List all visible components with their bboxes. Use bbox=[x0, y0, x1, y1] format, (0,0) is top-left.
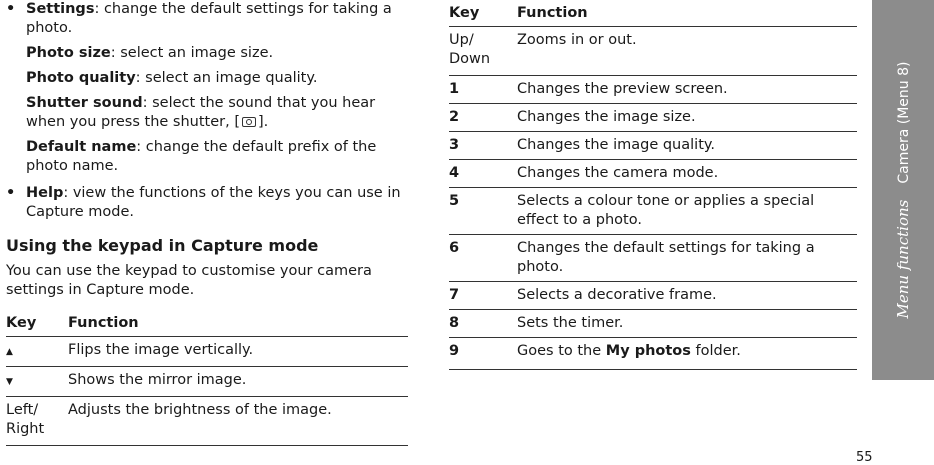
key-function-table-continued bbox=[449, 0, 857, 370]
side-tab-label bbox=[894, 62, 912, 319]
bullet-settings bbox=[6, 0, 408, 176]
column-header-key: Key bbox=[6, 310, 68, 337]
section-side-tab bbox=[872, 0, 934, 380]
sub-text: : select the sound that you hear when you press the shutter, [ bbox=[26, 95, 376, 130]
function-text: Goes to the bbox=[517, 343, 606, 359]
column-header-function: Function bbox=[517, 0, 857, 27]
sub-term: Default name bbox=[26, 139, 137, 155]
function-cell: Changes the image size. bbox=[517, 104, 857, 132]
table-row bbox=[449, 235, 857, 282]
function-cell: Sets the timer. bbox=[517, 310, 857, 338]
function-text: folder. bbox=[690, 343, 741, 359]
column-header-function: Function bbox=[68, 310, 408, 337]
bullet-dot: • bbox=[6, 1, 16, 17]
section-heading: Using the keypad in Capture mode bbox=[6, 236, 319, 255]
sub-term: Photo size bbox=[26, 45, 111, 61]
function-cell: Selects a decorative frame. bbox=[517, 282, 857, 310]
function-cell: Shows the mirror image. bbox=[68, 367, 408, 397]
sub-suffix: ]. bbox=[257, 114, 269, 130]
table-row bbox=[449, 188, 857, 235]
key-cell bbox=[6, 367, 68, 397]
table-row bbox=[6, 367, 408, 397]
table-row bbox=[449, 282, 857, 310]
sub-item-photo-size bbox=[26, 44, 408, 63]
bullet-text: : view the functions of the keys you can use in Capture mode. bbox=[26, 185, 401, 220]
down-arrow-icon: ▼ bbox=[6, 377, 13, 387]
sub-text: : select an image size. bbox=[110, 45, 274, 61]
table-row bbox=[449, 338, 857, 370]
sub-item-shutter-sound bbox=[26, 94, 408, 132]
function-cell: Zooms in or out. bbox=[517, 27, 857, 76]
key-cell: Left/ Right bbox=[6, 397, 68, 446]
function-cell: Selects a colour tone or applies a special effect to a photo. bbox=[517, 188, 857, 235]
key-cell: 7 bbox=[449, 282, 517, 310]
intro-text: You can use the keypad to customise your camera settings in Capture mode. bbox=[6, 263, 372, 298]
table-row bbox=[449, 104, 857, 132]
key-cell: 6 bbox=[449, 235, 517, 282]
table-row bbox=[449, 27, 857, 76]
key-cell: 5 bbox=[449, 188, 517, 235]
table-row bbox=[449, 310, 857, 338]
key-function-table bbox=[6, 310, 408, 446]
camera-icon bbox=[242, 117, 256, 127]
key-cell: 4 bbox=[449, 160, 517, 188]
key-cell bbox=[6, 337, 68, 367]
key-cell: 8 bbox=[449, 310, 517, 338]
sub-term: Photo quality bbox=[26, 70, 136, 86]
sub-item-default-name bbox=[26, 138, 408, 176]
key-cell: 2 bbox=[449, 104, 517, 132]
function-cell: Flips the image vertically. bbox=[68, 337, 408, 367]
sub-text: : select an image quality. bbox=[135, 70, 318, 86]
sub-item-photo-quality bbox=[26, 69, 408, 88]
sub-text: : change the default prefix of the photo name. bbox=[26, 139, 377, 174]
bullet-term: Settings bbox=[26, 1, 95, 17]
table-row bbox=[449, 160, 857, 188]
up-arrow-icon: ▲ bbox=[6, 347, 13, 357]
key-cell: 9 bbox=[449, 338, 517, 370]
bullet-text: : change the default settings for taking a photo. bbox=[26, 1, 392, 36]
table-row bbox=[6, 337, 408, 367]
function-cell: Changes the image quality. bbox=[517, 132, 857, 160]
table-row bbox=[449, 76, 857, 104]
function-cell: Changes the preview screen. bbox=[517, 76, 857, 104]
column-header-key: Key bbox=[449, 0, 517, 27]
bullet-term: Help bbox=[26, 185, 64, 201]
key-cell: Up/ Down bbox=[449, 27, 517, 76]
side-tab-section: Menu functions bbox=[894, 199, 912, 319]
right-column bbox=[449, 0, 857, 370]
side-tab-subsection: Camera (Menu 8) bbox=[896, 61, 912, 184]
function-cell: Changes the default settings for taking a photo. bbox=[517, 235, 857, 282]
folder-name: My photos bbox=[605, 343, 691, 359]
table-row bbox=[449, 132, 857, 160]
bullet-dot: • bbox=[6, 185, 16, 201]
bullet-help bbox=[6, 184, 408, 222]
function-cell bbox=[517, 338, 857, 370]
table-row bbox=[6, 397, 408, 446]
page-number: 55 bbox=[856, 450, 873, 465]
key-cell: 3 bbox=[449, 132, 517, 160]
left-column bbox=[6, 0, 408, 446]
function-cell: Changes the camera mode. bbox=[517, 160, 857, 188]
sub-term: Shutter sound bbox=[26, 95, 143, 111]
function-cell: Adjusts the brightness of the image. bbox=[68, 397, 408, 446]
key-cell: 1 bbox=[449, 76, 517, 104]
